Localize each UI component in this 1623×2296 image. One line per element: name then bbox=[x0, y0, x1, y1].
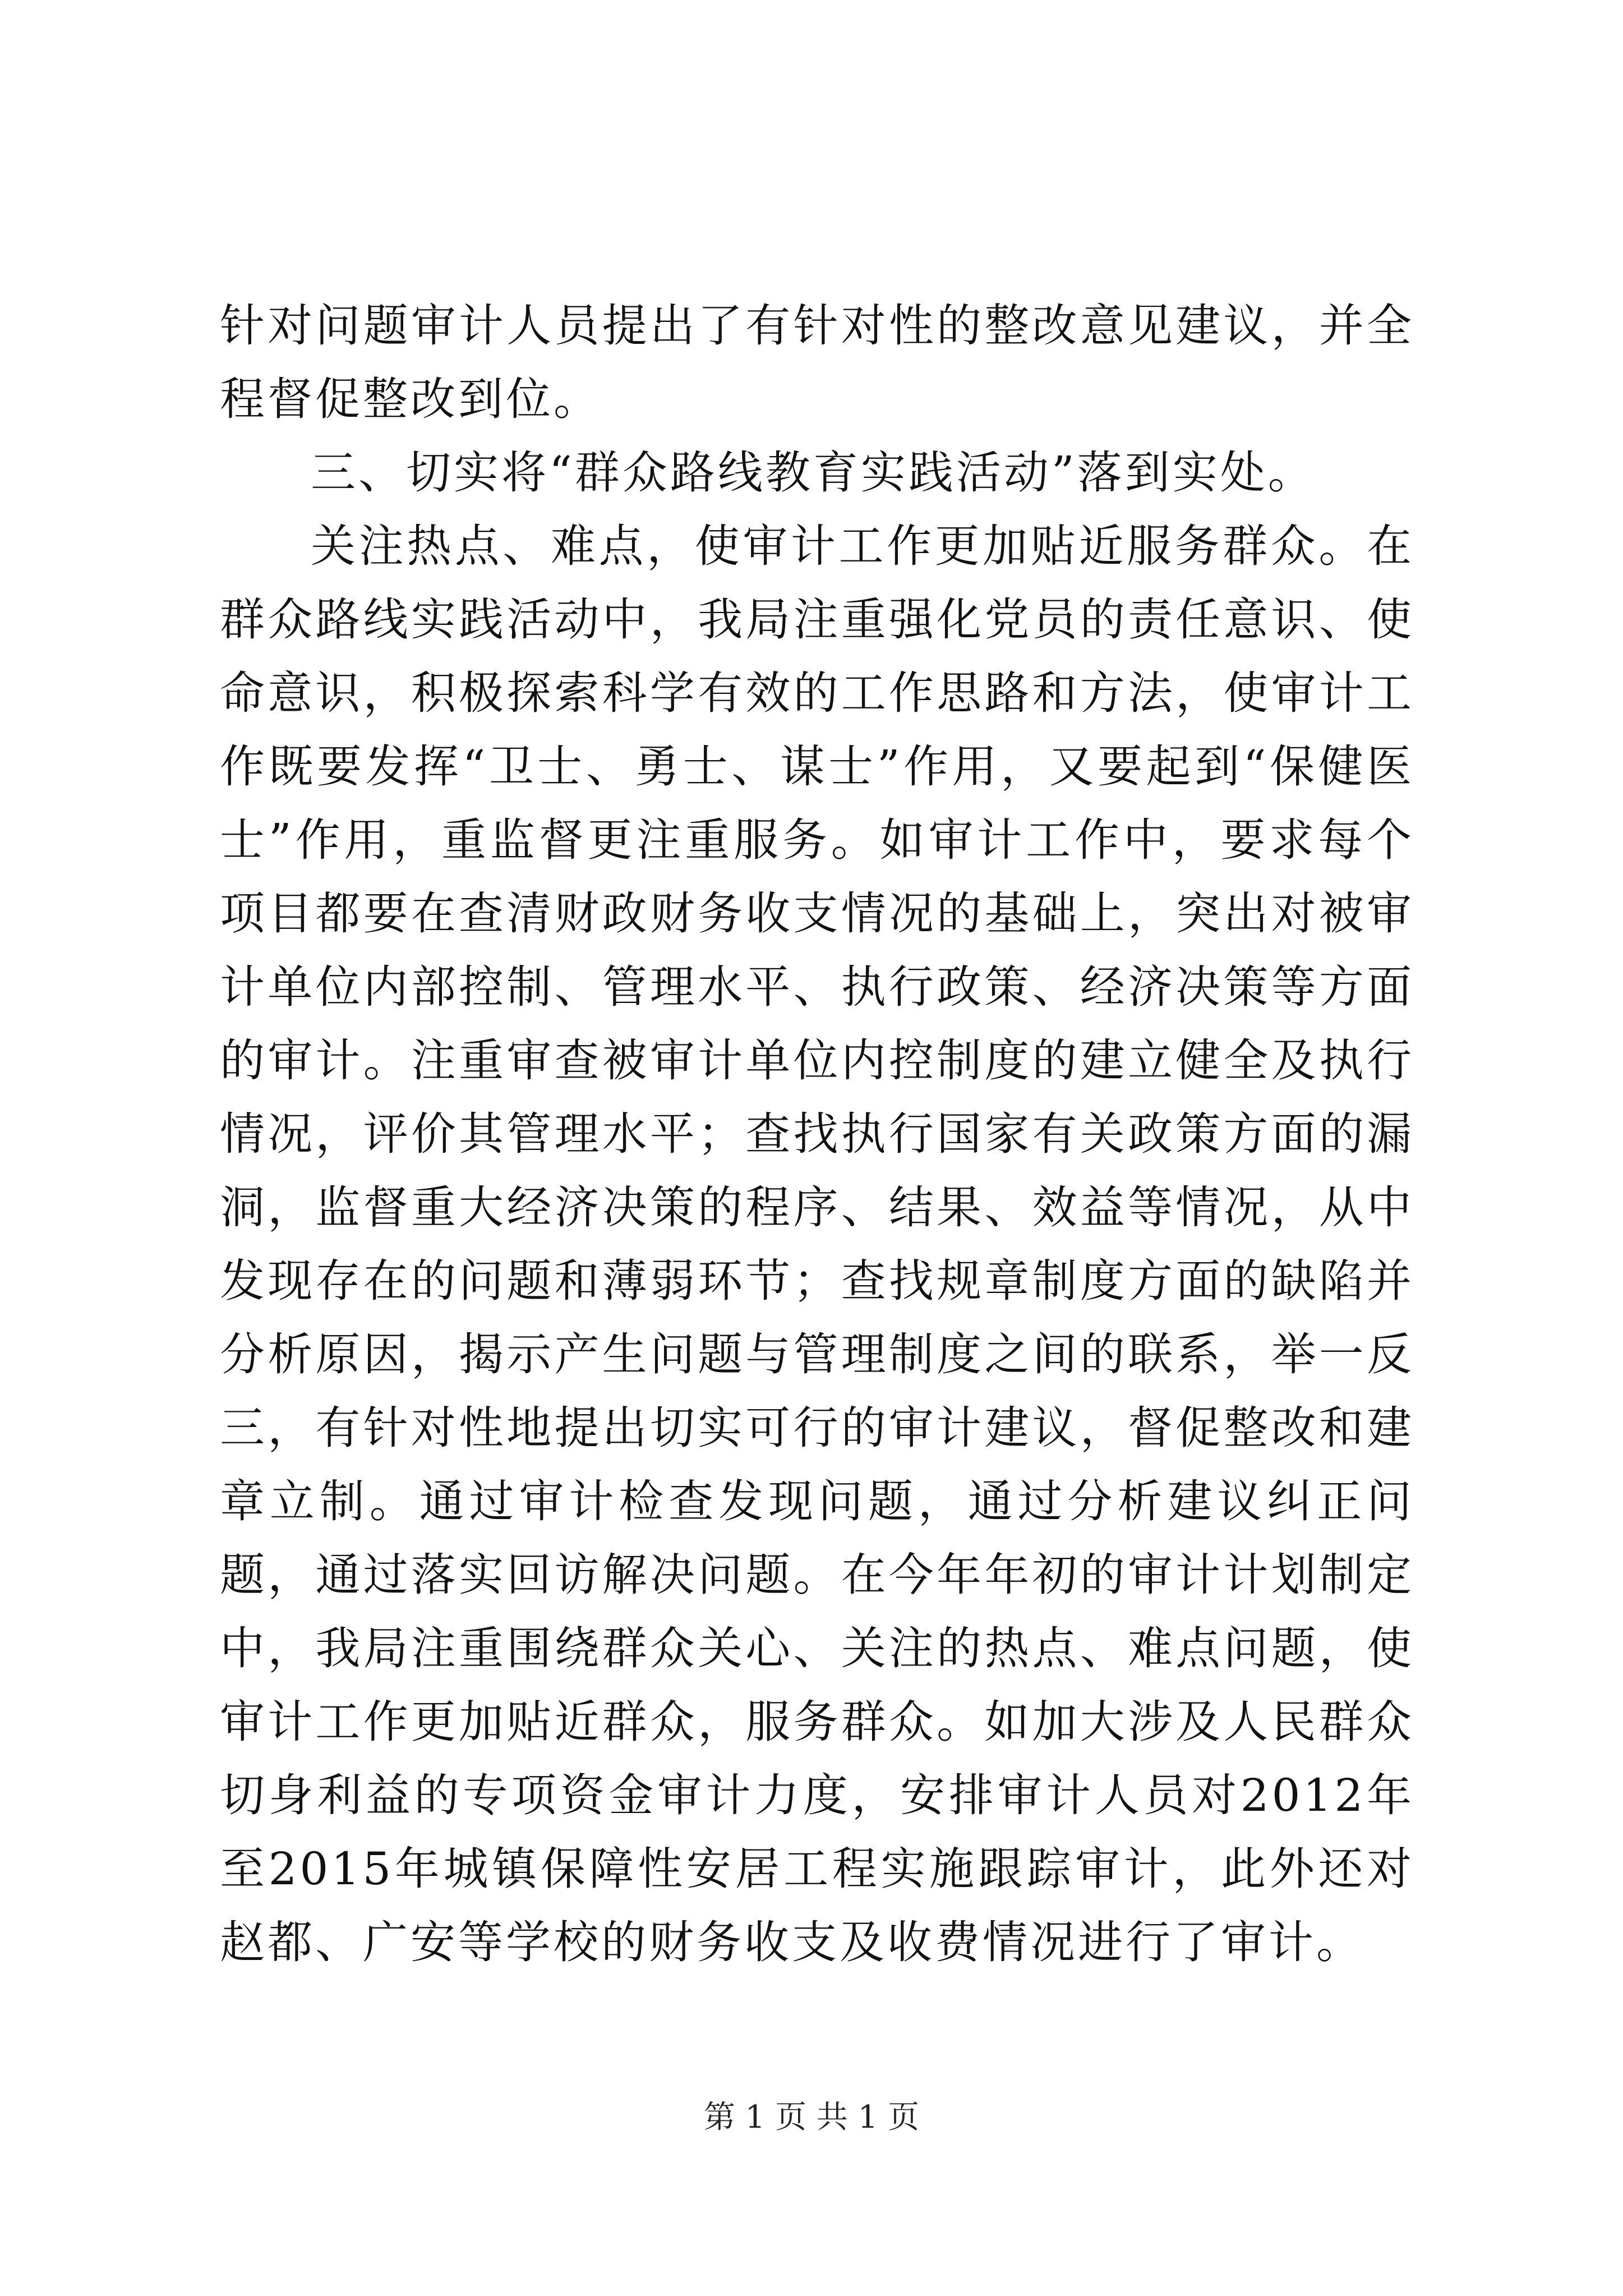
paragraph-1: 针对问题审计人员提出了有针对性的整改意见建议，并全程督促整改到位。 bbox=[220, 300, 1414, 425]
document-body bbox=[220, 289, 1414, 1979]
paragraph-3: 关注热点、难点，使审计工作更加贴近服务群众。在群众路线实践活动中，我局注重强化党员的责任意识、使命意识，积极探索科学有效的工作思路和方法，使审计工作既要发挥“卫士、勇士、谋士”作用，又要起到“保健医士”作用，重监督更注重服务。如审计工作中，要求每个项目都要在查清财政财务收支情况的基础上，突出对被审计单位内部控制、管理水平、执行政策、经济决策等方面的审计。注重审查被审计单位内控制度的建立健全及执行情况，评价其管理水平；查找执行国家有关政策方面的漏洞，监督重大经济决策的程序、结果、效益等情况，从中发现存在的问题和薄弱环节；查找规章制度方面的缺陷并分析原因，揭示产生问题与管理制度之间的联系，举一反三，有针对性地提出切实可行的审计建议，督促整改和建章立制。通过审计检查发现问题，通过分析建议纠正问题，通过落实回访解决问题。在今年年初的审计计划制定中，我局注重围绕群众关心、关注的热点、难点问题，使审计工作更加贴近群众，服务群众。如加大涉及人民群众切身利益的专项资金审计力度，安排审计人员对2012年至2015年城镇保障性安居工程实施跟踪审计，此外还对赵都、广安等学校的财务收支及收费情况进行了审计。 bbox=[220, 520, 1414, 1968]
paragraph-2-heading: 三、切实将“群众路线教育实践活动”落到实处。 bbox=[311, 447, 1316, 499]
page-footer: 第 1 页 共 1 页 bbox=[703, 2099, 920, 2136]
